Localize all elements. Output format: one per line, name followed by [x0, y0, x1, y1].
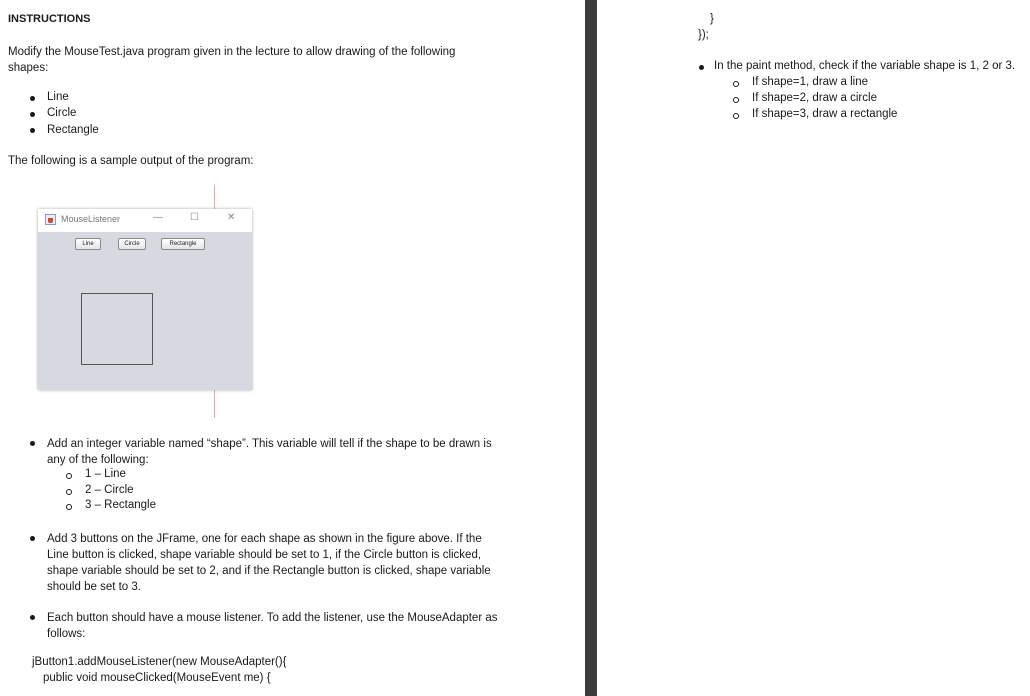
shape-option: 2 – Circle — [85, 484, 134, 496]
guide-line — [214, 185, 215, 210]
buttons-step — [47, 531, 491, 595]
circle-bullet-icon — [733, 113, 739, 119]
paint-option: If shape=3, draw a rectangle — [752, 108, 898, 120]
sample-output-text: The following is a sample output of the program: — [8, 155, 254, 167]
sample-window-figure — [38, 209, 252, 390]
circle-bullet-icon — [66, 489, 72, 495]
code-line: public void mouseClicked(MouseEvent me) { — [43, 672, 271, 684]
buttons-step-line: Line button is clicked, shape variable should be set to 1, if the Circle button is clicked, — [47, 549, 482, 561]
bullet-icon — [30, 96, 35, 101]
intro-line: shapes: — [8, 62, 49, 74]
close-icon: ✕ — [227, 212, 236, 223]
shape-list-item: Circle — [47, 107, 77, 119]
shape-option: 1 – Line — [85, 468, 126, 480]
window-title: MouseListener — [61, 214, 121, 224]
buttons-step-line: Add 3 buttons on the JFrame, one for each shape as shown in the figure above. If the — [47, 533, 482, 545]
paint-step: In the paint method, check if the variable shape is 1, 2 or 3. — [714, 60, 1016, 72]
variable-step-line: Add an integer variable named “shape”. This variable will tell if the shape to be drawn is — [47, 438, 492, 450]
intro-line: Modify the MouseTest.java program given in the lecture to allow drawing of the following — [8, 46, 456, 58]
line-button: Line — [75, 238, 101, 250]
bullet-icon — [30, 536, 35, 541]
shape-list-item: Line — [47, 91, 69, 103]
minimize-icon: — — [153, 212, 163, 223]
variable-step-line: any of the following: — [47, 454, 149, 466]
page-heading: INSTRUCTIONS — [8, 13, 91, 25]
page-divider — [585, 0, 597, 696]
drawn-rectangle — [81, 293, 153, 365]
listener-step-line: Each button should have a mouse listener. To add the listener, use the MouseAdapter as — [47, 612, 498, 624]
shape-option: 3 – Rectangle — [85, 499, 156, 511]
listener-step — [47, 610, 498, 642]
buttons-step-line: shape variable should be set to 2, and if the Rectangle button is clicked, shape variable — [47, 565, 491, 577]
bullet-icon — [30, 615, 35, 620]
listener-step-line: follows: — [47, 628, 86, 640]
variable-step — [47, 436, 492, 468]
guide-line — [214, 390, 215, 418]
circle-bullet-icon — [66, 504, 72, 510]
code-line: } — [710, 13, 714, 25]
circle-button: Circle — [118, 238, 146, 250]
code-line: jButton1.addMouseListener(new MouseAdapter(){ — [32, 656, 287, 668]
buttons-step-line: should be set to 3. — [47, 581, 141, 593]
code-line: }); — [698, 29, 709, 41]
bullet-icon — [30, 128, 35, 133]
circle-bullet-icon — [733, 97, 739, 103]
paint-option: If shape=2, draw a circle — [752, 92, 877, 104]
java-cup-icon — [45, 214, 56, 225]
bullet-icon — [699, 65, 704, 70]
bullet-icon — [30, 112, 35, 117]
rectangle-button: Rectangle — [161, 238, 205, 250]
intro-paragraph — [8, 44, 455, 76]
circle-bullet-icon — [733, 81, 739, 87]
shape-list-item: Rectangle — [47, 124, 99, 136]
maximize-icon: ☐ — [190, 212, 199, 223]
bullet-icon — [30, 441, 35, 446]
window-titlebar — [38, 209, 252, 232]
circle-bullet-icon — [66, 473, 72, 479]
paint-option: If shape=1, draw a line — [752, 76, 869, 88]
